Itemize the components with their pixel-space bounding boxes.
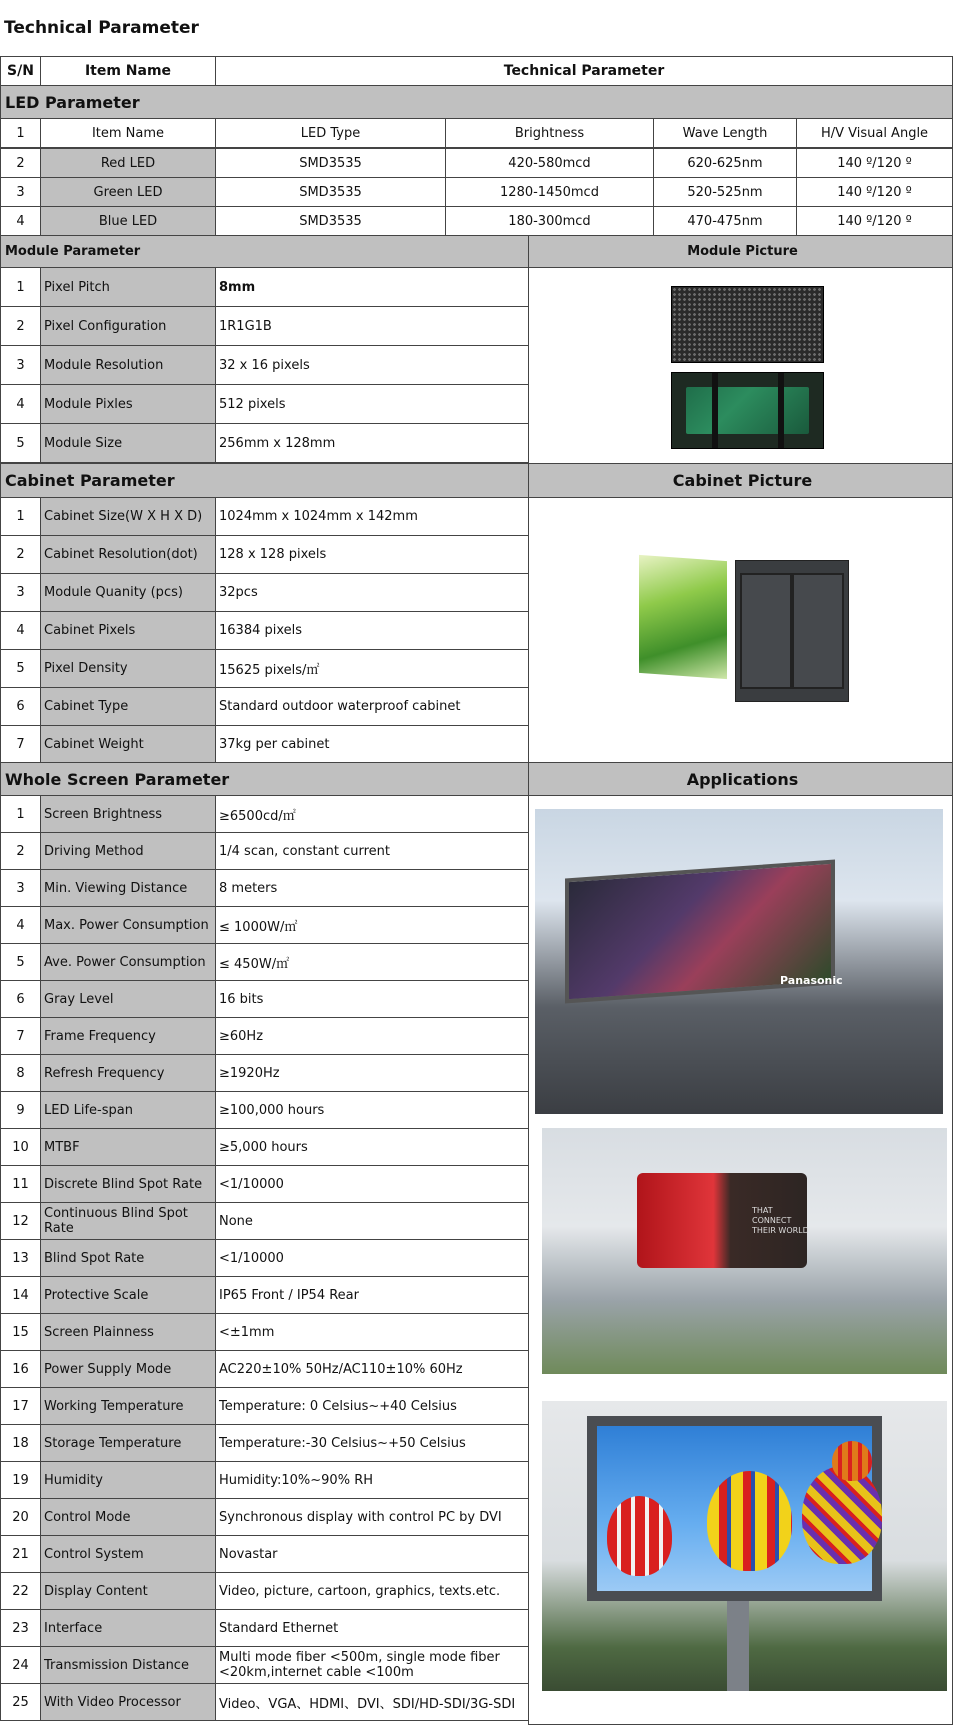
balloon-red (607, 1496, 672, 1576)
module-row-value: 1R1G1B (215, 306, 529, 346)
whole-screen-section-title: Whole Screen Parameter (0, 762, 529, 796)
module-row-name: Module Size (40, 423, 216, 463)
whole-screen-row-value: 1/4 scan, constant current (215, 832, 529, 870)
module-row-value: 256mm x 128mm (215, 423, 529, 463)
cabinet-row-name: Cabinet Type (40, 687, 216, 726)
led-row-visual-angle: H/V Visual Angle (796, 118, 953, 148)
cabinet-row-value: 37kg per cabinet (215, 725, 529, 764)
balloon-small (832, 1441, 872, 1481)
whole-screen-row-value: <1/10000 (215, 1165, 529, 1203)
cabinet-picture-cell (528, 497, 953, 763)
led-row-name: Item Name (40, 118, 216, 148)
module-row-name: Module Resolution (40, 345, 216, 385)
module-row-name: Pixel Configuration (40, 306, 216, 346)
cabinet-row-value: 15625 pixels/㎡ (215, 649, 529, 688)
module-picture-title: Module Picture (528, 235, 953, 268)
whole-screen-row-name: Refresh Frequency (40, 1054, 216, 1092)
whole-screen-row-sn: 16 (0, 1350, 41, 1388)
whole-screen-row-name: Storage Temperature (40, 1424, 216, 1462)
applications-cell (528, 795, 953, 1725)
led-row-wave-length: Wave Length (653, 118, 797, 148)
balloon-checkered (802, 1466, 882, 1564)
cabinet-picture-title: Cabinet Picture (528, 463, 953, 498)
whole-screen-row-name: Screen Plainness (40, 1313, 216, 1351)
whole-screen-row-name: Display Content (40, 1572, 216, 1610)
whole-screen-row-value: ≥5,000 hours (215, 1128, 529, 1166)
whole-screen-row-name: Working Temperature (40, 1387, 216, 1425)
led-section-title: LED Parameter (0, 85, 953, 119)
whole-screen-row-sn: 3 (0, 869, 41, 907)
whole-screen-row-sn: 14 (0, 1276, 41, 1314)
whole-screen-row-value: Humidity:10%~90% RH (215, 1461, 529, 1499)
whole-screen-row-sn: 6 (0, 980, 41, 1018)
cabinet-front-image (639, 555, 727, 679)
led-row-brightness: Brightness (445, 118, 654, 148)
led-row-brightness: 1280-1450mcd (445, 177, 654, 207)
module-picture-cell (528, 267, 953, 464)
whole-screen-row-sn: 13 (0, 1239, 41, 1277)
whole-screen-row-sn: 9 (0, 1091, 41, 1129)
module-back-image (671, 372, 824, 449)
led-row-name: Green LED (40, 177, 216, 207)
whole-screen-row-name: Min. Viewing Distance (40, 869, 216, 907)
whole-screen-row-name: Gray Level (40, 980, 216, 1018)
led-row-brightness: 420-580mcd (445, 148, 654, 178)
led-row-type: SMD3535 (215, 177, 446, 207)
whole-screen-row-sn: 17 (0, 1387, 41, 1425)
whole-screen-row-sn: 11 (0, 1165, 41, 1203)
whole-screen-row-name: Control System (40, 1535, 216, 1573)
led-row-name: Red LED (40, 148, 216, 178)
whole-screen-row-value: AC220±10% 50Hz/AC110±10% 60Hz (215, 1350, 529, 1388)
whole-screen-row-name: Ave. Power Consumption (40, 943, 216, 981)
whole-screen-row-sn: 8 (0, 1054, 41, 1092)
whole-screen-row-sn: 19 (0, 1461, 41, 1499)
whole-screen-row-value: 16 bits (215, 980, 529, 1018)
whole-screen-row-value: Standard Ethernet (215, 1609, 529, 1647)
whole-screen-row-name: Max. Power Consumption (40, 906, 216, 944)
led-row-wave-length: 520-525nm (653, 177, 797, 207)
whole-screen-row-sn: 5 (0, 943, 41, 981)
cabinet-row-sn: 6 (0, 687, 41, 726)
whole-screen-row-name: Humidity (40, 1461, 216, 1499)
module-row-sn: 5 (0, 423, 41, 463)
cabinet-row-name: Cabinet Weight (40, 725, 216, 764)
whole-screen-row-sn: 18 (0, 1424, 41, 1462)
led-row-sn: 4 (0, 206, 41, 236)
module-section-title: Module Parameter (0, 235, 529, 268)
whole-screen-row-name: Transmission Distance (40, 1646, 216, 1684)
technical-parameter-header: Technical Parameter (215, 56, 953, 86)
whole-screen-row-sn: 12 (0, 1202, 41, 1240)
whole-screen-row-value: Multi mode fiber <500m, single mode fiber <20km,internet cable <100m (215, 1646, 529, 1684)
whole-screen-row-value: Synchronous display with control PC by DVI (215, 1498, 529, 1536)
cabinet-row-sn: 3 (0, 573, 41, 612)
led-row-type: LED Type (215, 118, 446, 148)
whole-screen-row-name: Protective Scale (40, 1276, 216, 1314)
cabinet-back-image (735, 560, 849, 702)
cabinet-row-value: 16384 pixels (215, 611, 529, 650)
whole-screen-row-name: LED Life-span (40, 1091, 216, 1129)
sn-header: S/N (0, 56, 41, 86)
led-row-visual-angle: 140 º/120 º (796, 177, 953, 207)
application-photo-billboard (535, 809, 943, 1114)
whole-screen-row-name: Discrete Blind Spot Rate (40, 1165, 216, 1203)
cabinet-section-title: Cabinet Parameter (0, 463, 529, 498)
whole-screen-row-sn: 20 (0, 1498, 41, 1536)
whole-screen-row-value: ≥1920Hz (215, 1054, 529, 1092)
cabinet-row-value: 32pcs (215, 573, 529, 612)
led-row-type: SMD3535 (215, 206, 446, 236)
led-row-wave-length: 470-475nm (653, 206, 797, 236)
module-row-name: Module Pixles (40, 384, 216, 424)
whole-screen-row-sn: 23 (0, 1609, 41, 1647)
whole-screen-row-sn: 4 (0, 906, 41, 944)
module-row-sn: 1 (0, 267, 41, 307)
whole-screen-row-sn: 2 (0, 832, 41, 870)
whole-screen-row-sn: 10 (0, 1128, 41, 1166)
led-row-type: SMD3535 (215, 148, 446, 178)
whole-screen-row-value: ≥60Hz (215, 1017, 529, 1055)
led-row-sn: 2 (0, 148, 41, 178)
whole-screen-row-sn: 7 (0, 1017, 41, 1055)
whole-screen-row-value: Temperature:-30 Celsius~+50 Celsius (215, 1424, 529, 1462)
whole-screen-row-value: ≤ 450W/㎡ (215, 943, 529, 981)
led-row-sn: 3 (0, 177, 41, 207)
whole-screen-row-name: With Video Processor (40, 1683, 216, 1721)
cabinet-row-sn: 7 (0, 725, 41, 764)
curved-screen-text: THAT CONNECT THEIR WORLD (752, 1206, 809, 1235)
page-title: Technical Parameter (4, 18, 199, 38)
balloon-yellow (707, 1471, 792, 1571)
whole-screen-row-value: Video, picture, cartoon, graphics, texts.etc. (215, 1572, 529, 1610)
whole-screen-row-sn: 1 (0, 795, 41, 833)
cabinet-row-name: Cabinet Size(W X H X D) (40, 497, 216, 536)
whole-screen-row-sn: 22 (0, 1572, 41, 1610)
whole-screen-row-name: Screen Brightness (40, 795, 216, 833)
cabinet-row-sn: 4 (0, 611, 41, 650)
whole-screen-row-value: None (215, 1202, 529, 1240)
led-row-wave-length: 620-625nm (653, 148, 797, 178)
whole-screen-row-value: Temperature: 0 Celsius~+40 Celsius (215, 1387, 529, 1425)
item-name-header: Item Name (40, 56, 216, 86)
whole-screen-row-value: <±1mm (215, 1313, 529, 1351)
cabinet-row-name: Pixel Density (40, 649, 216, 688)
module-row-name: Pixel Pitch (40, 267, 216, 307)
whole-screen-row-value: Video、VGA、HDMI、DVI、SDI/HD-SDI/3G-SDI (215, 1683, 529, 1721)
whole-screen-row-sn: 15 (0, 1313, 41, 1351)
module-row-sn: 4 (0, 384, 41, 424)
led-row-visual-angle: 140 º/120 º (796, 206, 953, 236)
whole-screen-row-name: Control Mode (40, 1498, 216, 1536)
whole-screen-row-value: <1/10000 (215, 1239, 529, 1277)
whole-screen-row-sn: 25 (0, 1683, 41, 1721)
cabinet-row-sn: 5 (0, 649, 41, 688)
applications-title: Applications (528, 762, 953, 796)
cabinet-row-value: Standard outdoor waterproof cabinet (215, 687, 529, 726)
whole-screen-row-value: ≥100,000 hours (215, 1091, 529, 1129)
module-row-value: 32 x 16 pixels (215, 345, 529, 385)
module-front-image (671, 286, 824, 363)
led-row-visual-angle: 140 º/120 º (796, 148, 953, 178)
led-row-sn: 1 (0, 118, 41, 148)
whole-screen-row-value: IP65 Front / IP54 Rear (215, 1276, 529, 1314)
cabinet-row-sn: 2 (0, 535, 41, 574)
module-row-sn: 3 (0, 345, 41, 385)
cabinet-row-value: 128 x 128 pixels (215, 535, 529, 574)
led-row-name: Blue LED (40, 206, 216, 236)
module-row-value: 512 pixels (215, 384, 529, 424)
whole-screen-row-name: Blind Spot Rate (40, 1239, 216, 1277)
whole-screen-row-value: 8 meters (215, 869, 529, 907)
whole-screen-row-sn: 21 (0, 1535, 41, 1573)
cabinet-row-name: Cabinet Resolution(dot) (40, 535, 216, 574)
whole-screen-row-name: Frame Frequency (40, 1017, 216, 1055)
application-photo-curved-screen (542, 1128, 947, 1374)
whole-screen-row-name: Interface (40, 1609, 216, 1647)
whole-screen-row-sn: 24 (0, 1646, 41, 1684)
whole-screen-row-name: MTBF (40, 1128, 216, 1166)
whole-screen-row-name: Power Supply Mode (40, 1350, 216, 1388)
cabinet-row-name: Cabinet Pixels (40, 611, 216, 650)
module-row-value: 8mm (215, 267, 529, 307)
module-row-sn: 2 (0, 306, 41, 346)
application-photo-balloon-billboard (542, 1401, 947, 1691)
led-row-brightness: 180-300mcd (445, 206, 654, 236)
cabinet-row-value: 1024mm x 1024mm x 142mm (215, 497, 529, 536)
whole-screen-row-value: Novastar (215, 1535, 529, 1573)
whole-screen-row-name: Driving Method (40, 832, 216, 870)
billboard-pole (727, 1601, 749, 1691)
whole-screen-row-value: ≤ 1000W/㎡ (215, 906, 529, 944)
cabinet-row-sn: 1 (0, 497, 41, 536)
panasonic-logo-text: Panasonic (780, 974, 843, 987)
cabinet-row-name: Module Quanity (pcs) (40, 573, 216, 612)
whole-screen-row-value: ≥6500cd/㎡ (215, 795, 529, 833)
whole-screen-row-name: Continuous Blind Spot Rate (40, 1202, 216, 1240)
